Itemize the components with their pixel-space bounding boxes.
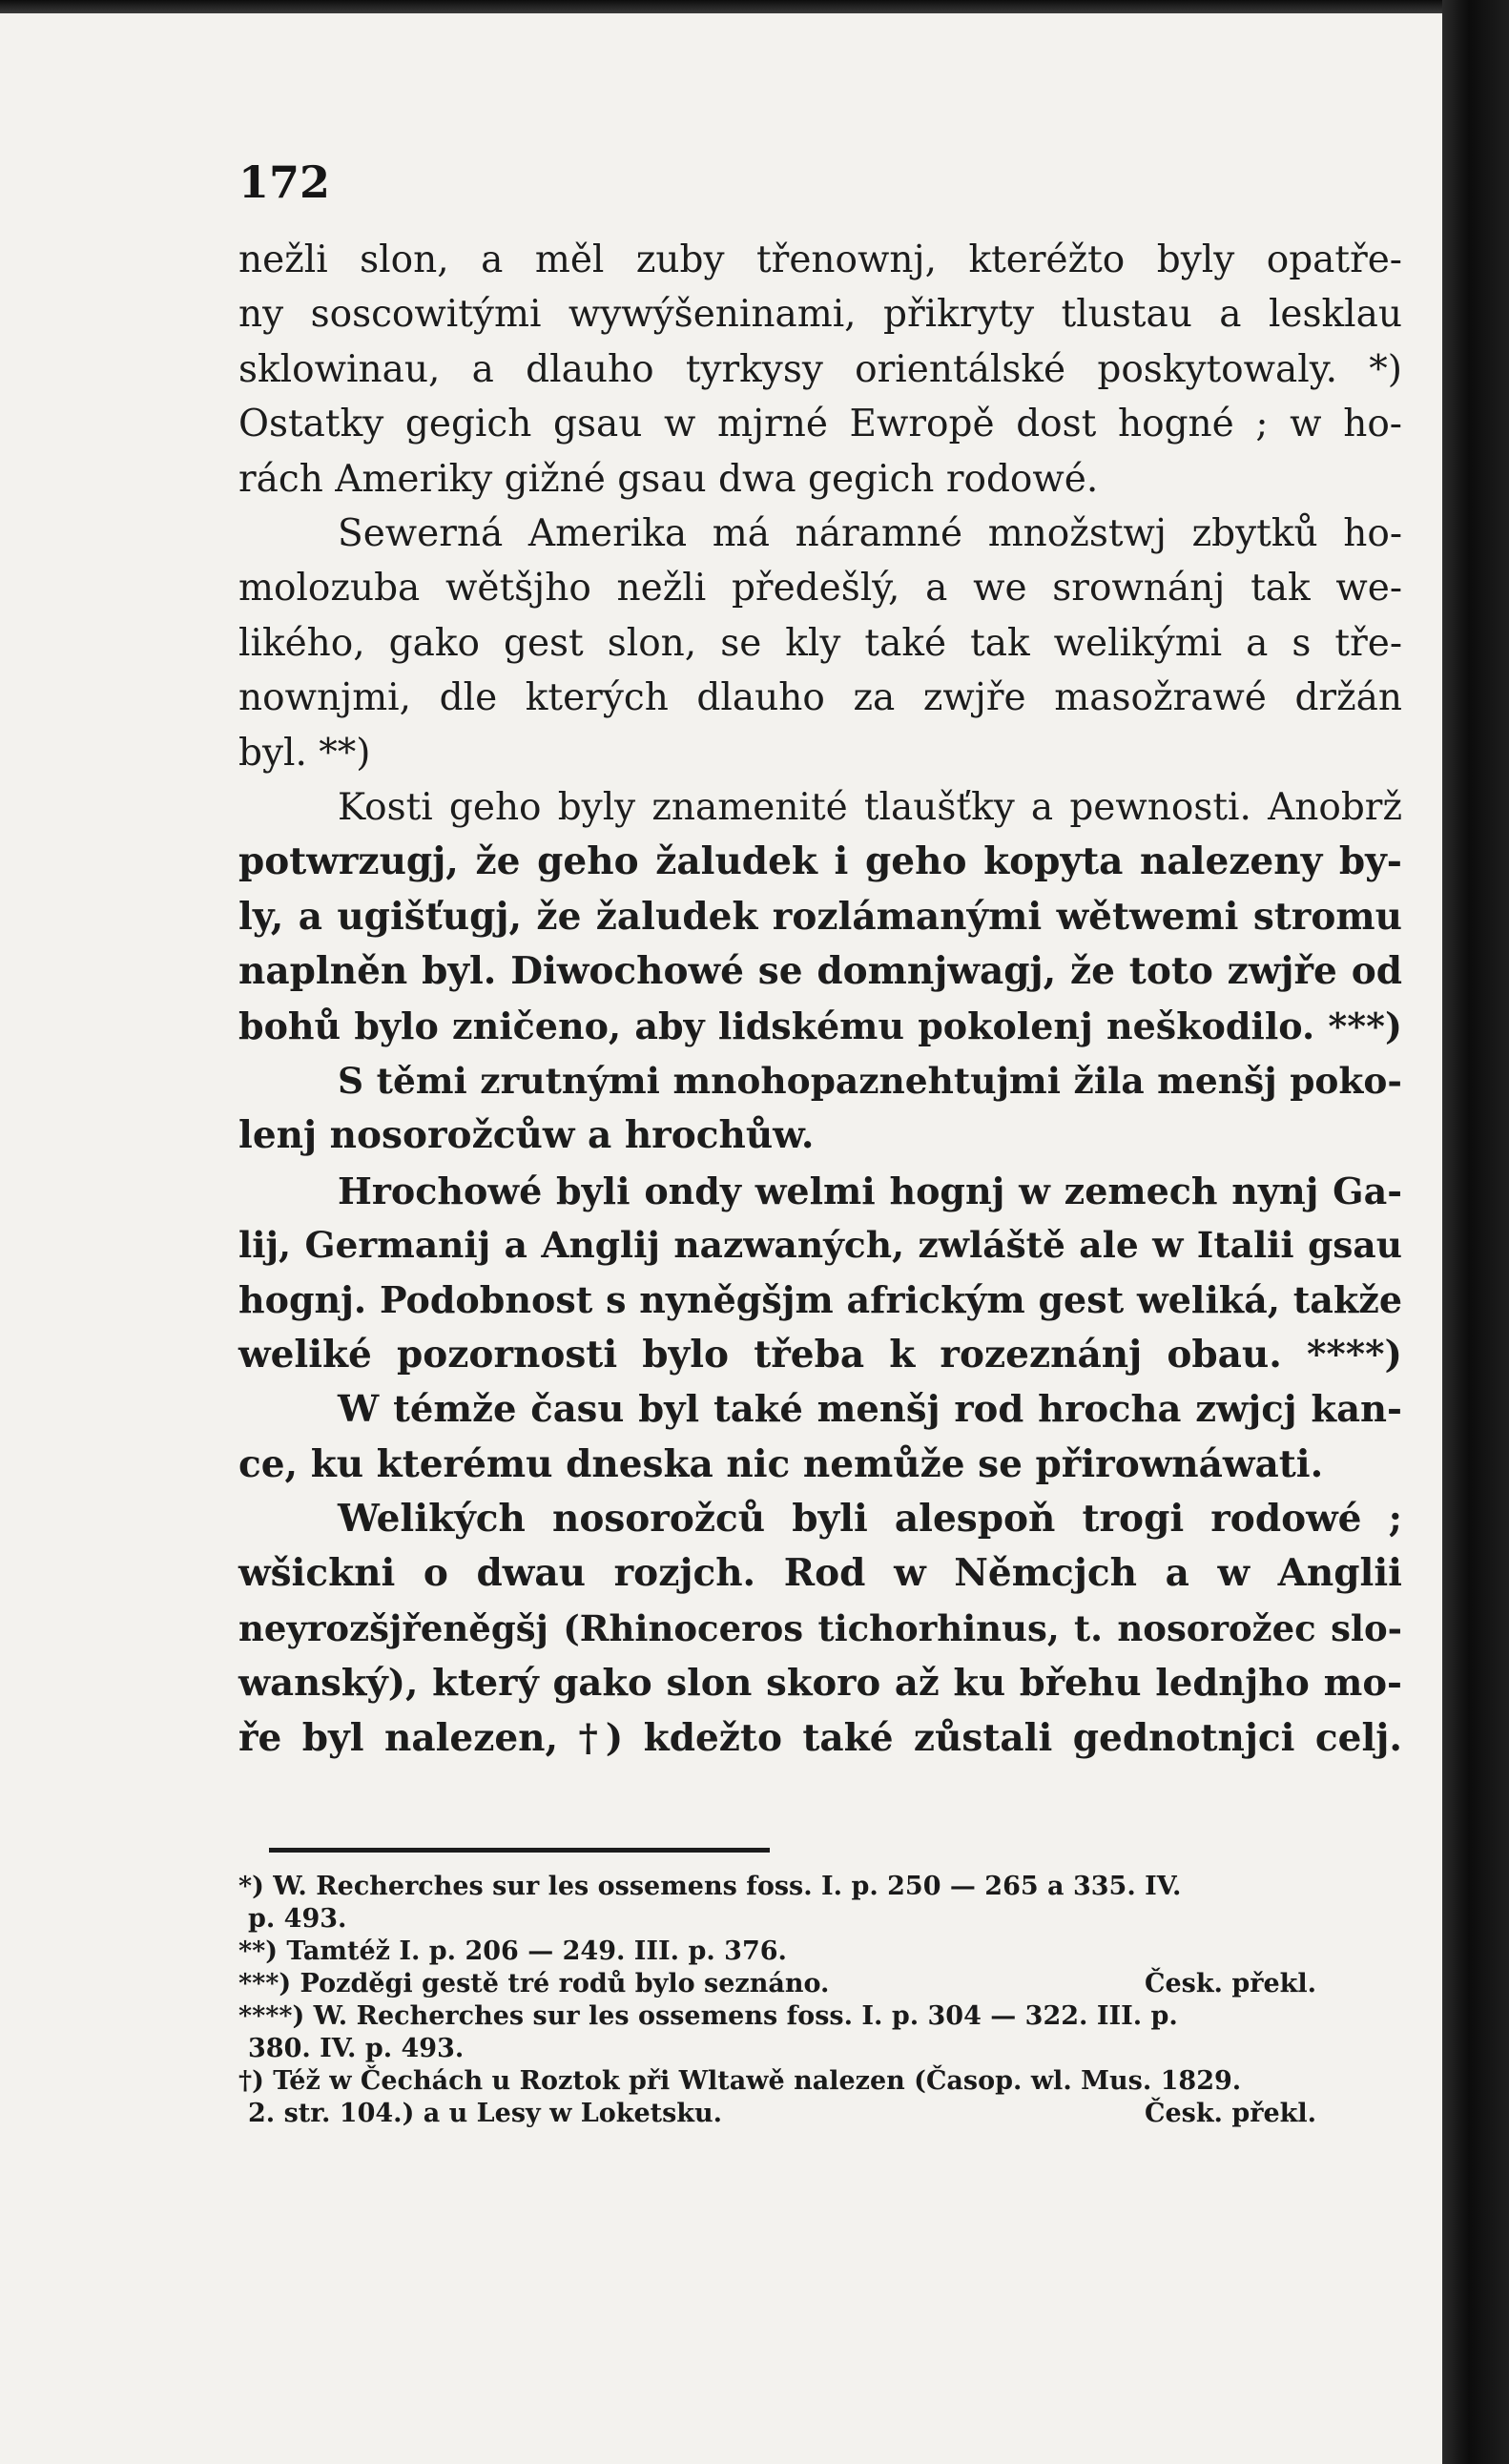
footnote-text: 2. str. 104.) a u Lesy w Loketsku. (248, 2099, 723, 2128)
body-line: bohů bylo zničeno, aby lidskému pokolenj neškodilo. ***) (238, 1004, 1402, 1048)
scan-right-edge (1442, 0, 1509, 2464)
body-line: Welikých nosorožců byli alespoň trogi rodowé ; (338, 1496, 1402, 1541)
body-line: nežli slon, a měl zuby třenownj, kteréžto byly opatře- (238, 238, 1402, 281)
body-line: neyrozšjřeněgšj (Rhinoceros tichorhinus, t. nosorožec slo- (238, 1606, 1402, 1649)
footnotes (238, 1871, 1402, 2130)
book-page (0, 13, 1442, 2464)
body-line: Ostatky gegich gsau w mjrné Ewropě dost hogné ; w ho- (238, 403, 1402, 446)
footnote-text: ****) W. Recherches sur les ossemens foss. I. p. 304 — 322. III. p. (238, 2001, 1178, 2031)
footnote-attribution: Česk. překl. (1144, 1969, 1316, 1998)
body-line: sklowinau, a dlauho tyrkysy orientálské poskytowaly. *) (238, 347, 1402, 391)
body-line: ny soscowitými wywýšeninami, přikryty tlustau a lesklau (238, 293, 1402, 337)
footnote-line (238, 2000, 1402, 2033)
footnote-text: **) Tamtéž I. p. 206 — 249. III. p. 376. (238, 1936, 787, 1966)
footnote-text: ***) Pozděgi gestě tré rodů bylo seznáno. (238, 1969, 830, 1998)
footnote-line (238, 2098, 1402, 2130)
body-line: nownjmi, dle kterých dlauho za zwjře masožrawé držán (238, 676, 1402, 720)
body-text (238, 233, 1402, 1766)
body-line: likého, gako gest slon, se kly také tak welikými a s tře- (238, 621, 1402, 665)
body-line: naplněn byl. Diwochowé se domnjwagj, že toto zwjře od (238, 949, 1402, 994)
footnote-line (238, 2065, 1402, 2098)
body-line: hognj. Podobnost s nyněgšjm africkým gest weliká, takže (238, 1278, 1402, 1322)
body-line: ly, a ugišťugj, že žaludek rozlámanými wětwemi stromu (238, 894, 1402, 939)
footnote-line (238, 1871, 1402, 1903)
footnote-line (238, 1968, 1402, 2000)
footnote-line (238, 1936, 1402, 1968)
body-line: potwrzugj, že geho žaludek i geho kopyta nalezeny by- (238, 839, 1402, 884)
body-line: Kosti geho byly znamenité tlaušťky a pewnosti. Anobrž (338, 785, 1402, 829)
footnote-rule (269, 1848, 770, 1853)
body-line: ce, ku kterému dneska nic nemůže se přirownáwati. (238, 1441, 1324, 1486)
body-line: molozuba wětšjho nežli předešlý, a we srownánj tak we- (238, 567, 1402, 611)
body-line: S těmi zrutnými mnohopaznehtujmi žila menšj poko- (338, 1059, 1402, 1102)
footnote-attribution: Česk. překl. (1144, 2099, 1316, 2128)
body-line: rách Ameriky gižné gsau dwa gegich rodowé. (238, 457, 1099, 501)
body-line: ře byl nalezen, †) kdežto také zůstali gednotnjci celj. (238, 1715, 1402, 1760)
footnote-line (238, 2033, 1402, 2065)
page-number: 172 (238, 156, 331, 208)
footnote-text: †) Též w Čechách u Roztok při Wltawě nalezen (Časop. wl. Mus. 1829. (238, 2066, 1242, 2096)
body-line: wanský), který gako slon skoro až ku břehu lednjho mo- (238, 1662, 1402, 1706)
footnote-text: p. 493. (248, 1904, 347, 1934)
body-line: Hrochowé byli ondy welmi hognj w zemech nynj Ga- (338, 1169, 1402, 1212)
body-line: wšickni o dwau rozjch. Rod w Němcjch a w Anglii (238, 1551, 1402, 1596)
footnote-text: 380. IV. p. 493. (248, 2034, 465, 2063)
footnote-line (238, 1903, 1402, 1936)
body-line: byl. **) (238, 731, 371, 775)
body-line: Sewerná Amerika má náramné množstwj zbytků ho- (338, 511, 1402, 555)
footnote-text: *) W. Recherches sur les ossemens foss. I. p. 250 — 265 a 335. IV. (238, 1872, 1182, 1901)
body-line: W témže času byl také menšj rod hrocha zwjcj kan- (338, 1388, 1402, 1432)
body-line: lij, Germanij a Anglij nazwaných, zwláště ale w Italii gsau (238, 1224, 1402, 1267)
scan-top-edge (0, 0, 1509, 13)
body-line: lenj nosorožcůw a hrochůw. (238, 1113, 815, 1158)
body-line: weliké pozornosti bylo třeba k rozeznánj obau. ****) (238, 1332, 1402, 1377)
